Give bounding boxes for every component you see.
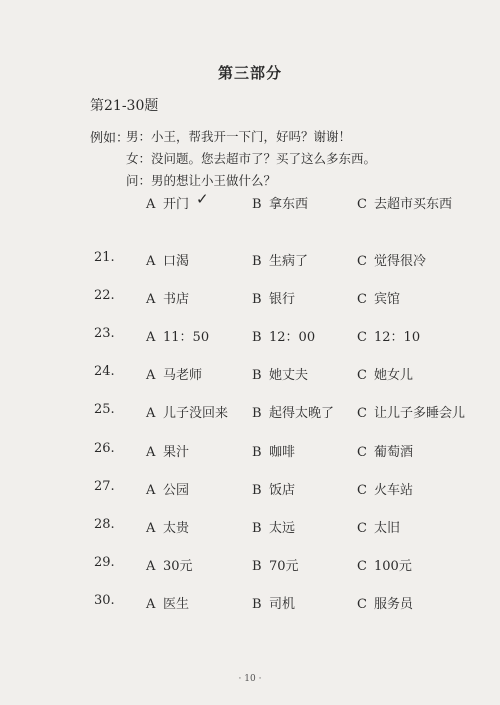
question-row bbox=[0, 364, 500, 384]
option-c: C 100元 bbox=[357, 559, 412, 574]
question-row bbox=[0, 288, 500, 308]
option-b: B 70元 bbox=[252, 559, 299, 574]
question-row bbox=[0, 593, 500, 613]
example-label: 例如： bbox=[90, 131, 130, 146]
option-a: A 公园 bbox=[146, 483, 190, 498]
option-a: A 口渴 bbox=[146, 254, 190, 269]
question-number: 21. bbox=[94, 250, 115, 265]
option-b: B 起得太晚了 bbox=[252, 406, 335, 421]
option-b: B 12：00 bbox=[252, 330, 316, 345]
example-option-a: A 开门 bbox=[146, 197, 190, 212]
question-number: 26. bbox=[94, 441, 115, 456]
option-a: A 书店 bbox=[146, 292, 190, 307]
question-number: 27. bbox=[94, 479, 115, 494]
option-c: C 火车站 bbox=[357, 483, 414, 498]
question-number: 24. bbox=[94, 364, 115, 379]
question-row bbox=[0, 555, 500, 575]
question-number: 30. bbox=[94, 593, 115, 608]
question-row bbox=[0, 326, 500, 346]
example-question: 问：男的想让小王做什么？ bbox=[126, 173, 277, 188]
question-number: 28. bbox=[94, 517, 115, 532]
option-b: B 银行 bbox=[252, 292, 296, 307]
page-number: · 10 · bbox=[238, 674, 262, 684]
question-range: 第21-30题 bbox=[90, 98, 159, 114]
option-c: C 12：10 bbox=[357, 330, 421, 345]
option-b: B 太远 bbox=[252, 521, 296, 536]
option-a: A 30元 bbox=[146, 559, 193, 574]
example-option-b: B 拿东西 bbox=[252, 197, 309, 212]
option-b: B 司机 bbox=[252, 597, 296, 612]
question-row bbox=[0, 479, 500, 499]
question-number: 23. bbox=[94, 326, 115, 341]
question-row bbox=[0, 517, 500, 537]
option-b: B 咖啡 bbox=[252, 445, 296, 460]
question-number: 25. bbox=[94, 402, 115, 417]
example-option-c: C 去超市买东西 bbox=[357, 197, 453, 212]
option-c: C 让儿子多睡会儿 bbox=[357, 406, 466, 421]
question-row bbox=[0, 441, 500, 461]
option-c: C 葡萄酒 bbox=[357, 445, 414, 460]
section-title: 第三部分 bbox=[217, 64, 282, 82]
option-a: A 医生 bbox=[146, 597, 190, 612]
option-c: C 服务员 bbox=[357, 597, 414, 612]
option-a: A 果汁 bbox=[146, 445, 190, 460]
question-row bbox=[0, 402, 500, 422]
option-b: B 她丈夫 bbox=[252, 368, 309, 383]
option-c: C 宾馆 bbox=[357, 292, 401, 307]
option-a: A 儿子没回来 bbox=[146, 406, 229, 421]
example-dialogue-man: 男：小王，帮我开一下门，好吗？谢谢！ bbox=[126, 129, 352, 144]
option-b: B 生病了 bbox=[252, 254, 309, 269]
question-row bbox=[0, 250, 500, 270]
option-b: B 饭店 bbox=[252, 483, 296, 498]
example-options bbox=[0, 190, 500, 213]
question-number: 22. bbox=[94, 288, 115, 303]
option-c: C 觉得很冷 bbox=[357, 254, 427, 269]
option-a: A 太贵 bbox=[146, 521, 190, 536]
option-c: C 太旧 bbox=[357, 521, 401, 536]
option-a: A 马老师 bbox=[146, 368, 203, 383]
option-a: A 11：50 bbox=[146, 330, 210, 345]
checkmark-icon: ✓ bbox=[196, 190, 209, 208]
example-dialogue-woman: 女：没问题。您去超市了？买了这么多东西。 bbox=[126, 151, 377, 166]
option-c: C 她女儿 bbox=[357, 368, 414, 383]
question-number: 29. bbox=[94, 555, 115, 570]
